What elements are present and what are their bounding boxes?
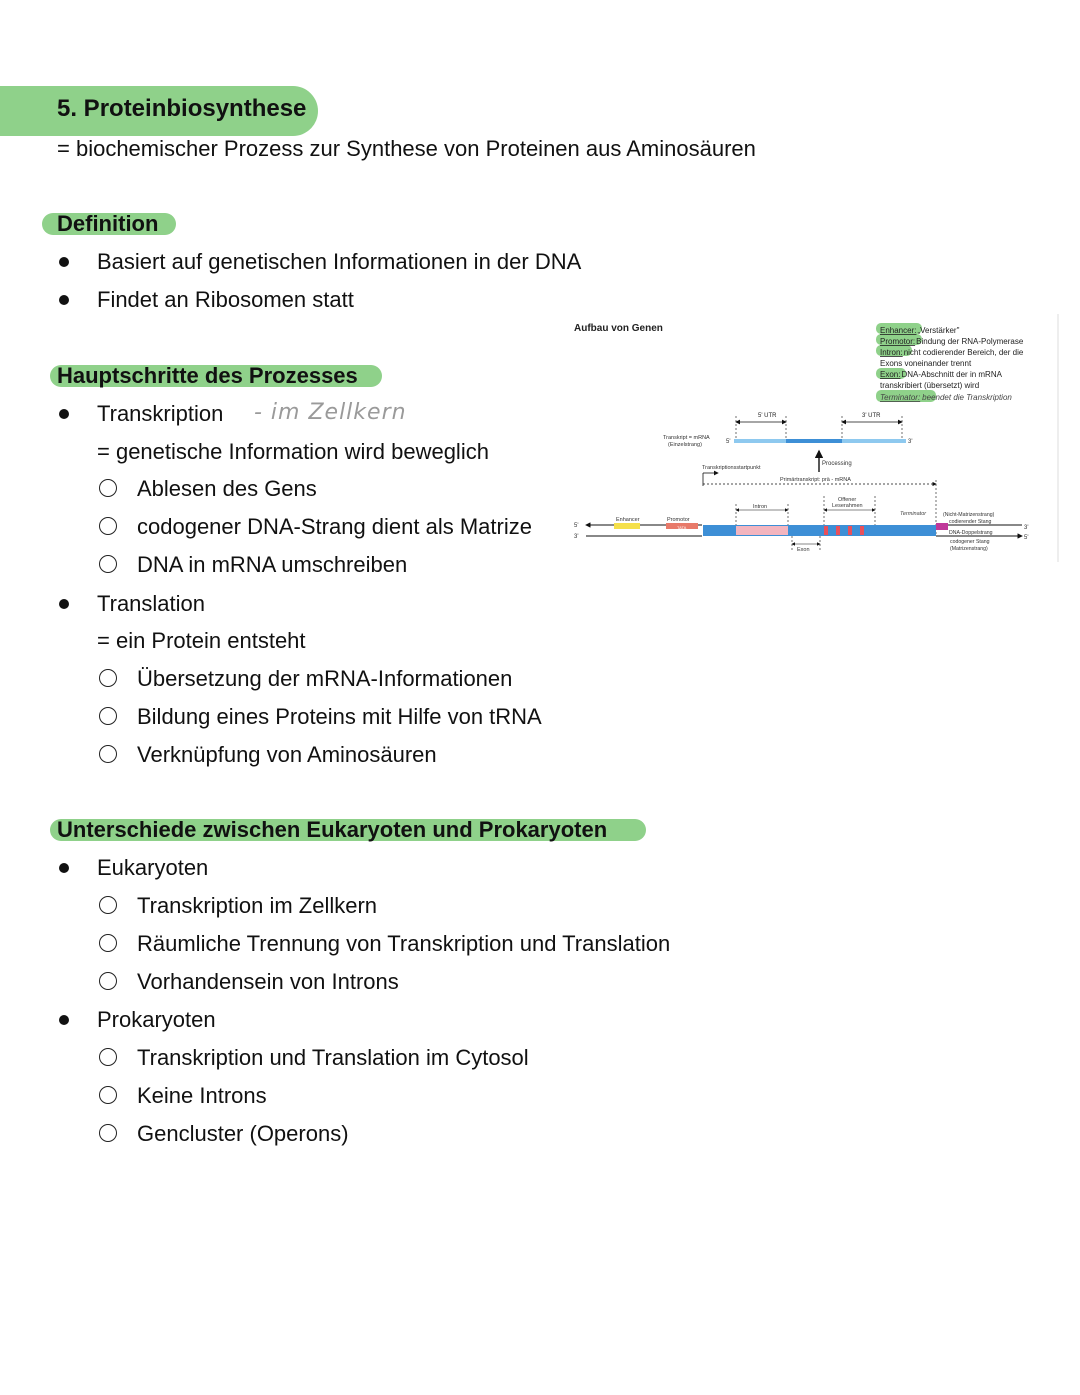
- coding-strand-label: codierender Stang: [949, 519, 992, 525]
- circle-bullet-icon: [99, 707, 117, 725]
- bullet-icon: [59, 863, 69, 873]
- eukaryoten-subitem: Räumliche Trennung von Transkription und Translation: [137, 931, 671, 956]
- enhancer-region: [614, 523, 640, 529]
- diagram-title: Aufbau von Genen: [574, 323, 663, 334]
- bullet-icon: [59, 409, 69, 419]
- non-template-label: (Nicht-Matrizenstrang): [943, 512, 995, 518]
- legend-text: Exons voneinander trennt: [880, 359, 972, 368]
- circle-bullet-icon: [99, 934, 117, 952]
- prokaryoten-subitem: Keine Introns: [137, 1083, 267, 1108]
- circle-bullet-icon: [99, 517, 117, 535]
- codogen-strand-label: codogener Stang: [950, 539, 990, 545]
- translation-subitem: Bildung eines Proteins mit Hilfe von tRNA: [137, 704, 542, 729]
- circle-bullet-icon: [99, 479, 117, 497]
- transkription-subitem: codogener DNA-Strang dient als Matrize: [137, 514, 532, 539]
- circle-bullet-icon: [99, 896, 117, 914]
- eukaryoten-subitem: Vorhandensein von Introns: [137, 969, 399, 994]
- legend-term: Enhancer:: [880, 326, 917, 335]
- prokaryoten-subitem: Gencluster (Operons): [137, 1121, 349, 1146]
- primary-transcript-label: Primärtranskript: prä - mRNA: [780, 477, 851, 483]
- legend-text: Bindung der RNA-Polymerase: [916, 337, 1024, 346]
- translation-definition: = ein Protein entsteht: [97, 628, 306, 653]
- prokaryoten-label: Prokaryoten: [97, 1007, 216, 1032]
- template-label: (Matrizenstrang): [950, 546, 988, 552]
- start-point-label: Transkriptionsstartpunkt: [702, 465, 761, 471]
- transkription-subitem: DNA in mRNA umschreiben: [137, 552, 408, 577]
- legend-term: Exon:: [880, 370, 901, 379]
- legend-text: „Verstärker": [917, 326, 960, 335]
- intron-region: [736, 526, 788, 535]
- definition-heading: Definition: [57, 211, 159, 236]
- terminator-label: Terminator: [900, 511, 927, 517]
- legend-term: Terminator:: [880, 393, 921, 402]
- dna-5-label-right: 5': [1024, 535, 1029, 541]
- single-strand-label: (Einzelstrang): [668, 442, 702, 448]
- exon-label: Exon: [797, 547, 810, 553]
- terminator-region: [936, 523, 948, 530]
- transcript-label: Transkript = mRNA: [663, 435, 710, 441]
- bullet-icon: [59, 1015, 69, 1025]
- page-title: 5. Proteinbiosynthese: [57, 95, 307, 122]
- diagram-legend: [876, 323, 1024, 402]
- dna-3-label-right: 3': [1024, 525, 1029, 531]
- svg-text:Terminator:beendet die Transkr: [880, 393, 1012, 402]
- circle-bullet-icon: [99, 1048, 117, 1066]
- definition-item: Findet an Ribosomen statt: [97, 287, 354, 312]
- utr5-label: 5' UTR: [758, 413, 777, 419]
- dna-3-label-left: 3': [574, 534, 579, 540]
- circle-bullet-icon: [99, 669, 117, 687]
- translation-label: Translation: [97, 591, 206, 616]
- transkription-subitem: Ablesen des Gens: [137, 476, 317, 501]
- orf-mark: [860, 526, 864, 535]
- bullet-icon: [59, 257, 69, 267]
- steps-heading: Hauptschritte des Prozesses: [57, 363, 358, 388]
- circle-bullet-icon: [99, 1124, 117, 1142]
- orf-mark: [824, 526, 828, 535]
- svg-text:Intron:nicht codierender Berei: [880, 348, 1024, 357]
- legend-text: nicht codierender Bereich, der die: [903, 348, 1024, 357]
- bullet-icon: [59, 599, 69, 609]
- bullet-icon: [59, 295, 69, 305]
- promotor-label: Promotor: [667, 517, 690, 523]
- orf-label-2: Leserahmen: [832, 503, 863, 509]
- mrna-3-label: 3': [908, 439, 913, 445]
- translation-subitem: Verknüpfung von Aminosäuren: [137, 742, 437, 767]
- utr3-label: 3' UTR: [862, 413, 881, 419]
- differences-heading: Unterschiede zwischen Eukaryoten und Prokaryoten: [57, 817, 608, 842]
- orf-mark: [848, 526, 852, 535]
- handwritten-note: - im Zellkern: [254, 400, 407, 425]
- tata-label: TATA: [677, 525, 687, 530]
- mrna-5-label: 5': [726, 439, 731, 445]
- translation-subitem: Übersetzung der mRNA-Informationen: [137, 666, 513, 691]
- eukaryoten-subitem: Transkription im Zellkern: [137, 893, 378, 918]
- definition-item: Basiert auf genetischen Informationen in der DNA: [97, 249, 582, 274]
- circle-bullet-icon: [99, 1086, 117, 1104]
- prokaryoten-subitem: Transkription und Translation im Cytosol: [137, 1045, 529, 1070]
- legend-term: Promotor:: [880, 337, 916, 346]
- processing-label: Processing: [822, 461, 852, 467]
- legend-text: DNA-Abschnitt der in mRNA: [901, 370, 1002, 379]
- dna-5-label: 5': [574, 523, 579, 529]
- circle-bullet-icon: [99, 555, 117, 573]
- circle-bullet-icon: [99, 745, 117, 763]
- legend-term: Intron:: [880, 348, 903, 357]
- gene-structure-diagram: [560, 310, 1070, 570]
- svg-text:Enhancer:„Verstärker": [880, 326, 960, 335]
- transkription-definition: = genetische Information wird beweglich: [97, 439, 489, 464]
- legend-text: transkribiert (übersetzt) wird: [880, 381, 980, 390]
- mrna-coding-region: [786, 439, 842, 443]
- svg-text:Promotor:Bindung der RNA-Polym: [880, 337, 1024, 346]
- intron-label: Intron: [753, 504, 768, 510]
- double-strand-label: DNA-Doppelstrang: [949, 530, 993, 536]
- orf-label-1: Offener: [838, 497, 857, 503]
- svg-text:Exon:DNA-Abschnitt der in mRNA: [880, 370, 1003, 379]
- orf-mark: [836, 526, 840, 535]
- page-subtitle: = biochemischer Prozess zur Synthese von Proteinen aus Aminosäuren: [57, 136, 756, 161]
- legend-text: beendet die Transkription: [922, 393, 1012, 402]
- enhancer-label: Enhancer: [616, 517, 640, 523]
- transkription-label: Transkription: [97, 401, 224, 426]
- eukaryoten-label: Eukaryoten: [97, 855, 209, 880]
- circle-bullet-icon: [99, 972, 117, 990]
